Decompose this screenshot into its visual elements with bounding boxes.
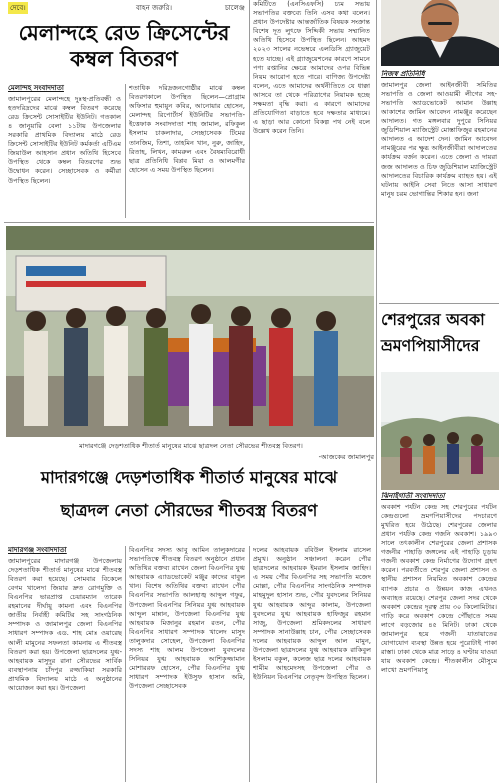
blanket-column-divider <box>125 84 126 218</box>
portrait-illustration <box>381 0 499 66</box>
blanket-col1-text: জামালপুরের মেলান্দহে দুঃস্থ-প্রতিবন্ধী ও হতদরিদ্রদের মাঝে কম্বল বিতরণ করেছে রেড ক্রিসেন্ট সোসাইটির ইউনিট। গতকাল ৪ জানুয়ারি বেলা ১১টায় উপজেলার সরকারি প্রাথমিক বিদ্যালয় মাঠে রেড ক্রিসেন্ট সোসাইটির ইউনিট কর্মকর্তা এটিএম জিয়াউল আহসান প্রধান অতিথি হিসেবে উপস্থিত থেকে কম্বল বিতরণের শুভ উদ্বোধন করেন। সেচ্ছাসেবক ও কর্মীরা উপস্থিত ছিলেন। <box>8 94 121 185</box>
photo-credit-text: -আজকের জামালপুর <box>318 453 374 461</box>
blanket-headline-line1: মেলান্দহে রেড ক্রিসেন্টের <box>18 21 230 45</box>
right-top-bottom-rule <box>379 303 499 304</box>
winter-col2 <box>129 546 245 782</box>
tourism-text: অবকাশ পর্যটন কেন্দ্র সহ শেরপুরের পর্যটন কেন্দ্রগুলো ভ্রমণপিয়াসীদের পদচারণে মুখরিত হয়ে উঠেছে। শেরপুরের জেলার প্রধান পর্যটক কেন্দ্র গজনি অবকাশ। ১৯৯৩ সালে তৎকালীন শেরপুরের জেলা প্রশাসক গজনীর পাহাড়ি জঙ্গলের এই পাহাড়ি চূড়ায় গজনী অবকাশ কেন্দ্র নির্মাণের উদ্যোগ গ্রহণ করেন। পরবর্তীতে শেরপুর জেলা প্রশাসন ও স্থানীয় প্রশাসন নিয়মিত অবকাশ কেন্দ্রের ব্যাপক প্রচার ও উন্নয়ন কাজ এখনও অব্যাহত রয়েছে। শেরপুর জেলা সদর থেকে অবকাশ কেন্দ্রের দূরত্ব প্রায় ৩০ কিলোমিটার। গাড়ি করে অবকাশ কেন্দ্রে পৌঁছাতে সময় লাগে বড়জোর ৪৫ মিনিট। ঢাকা থেকে জামালপুর হয়ে গজনী যাতায়াতের যোগাযোগ ব্যবস্থা উন্নত হয়ে পুরোটাই পাকা রাস্তা। ঢাকা থেকে মাত্র সাড়ে ৪ ঘণ্টায় যাওয়া যায় অবকাশ কেন্দ্রে। শীতকালীন মৌসুমে লাখো ভ্রমণপিয়াসু <box>381 502 497 675</box>
tourism-story <box>381 492 497 782</box>
portrait-photo <box>381 0 499 66</box>
fragment-col1: দেবে। <box>10 4 26 12</box>
winter-col1-text: জামালপুরের মাদারগঞ্জ উপজেলায় দেড়শতাধিক শীতার্ত মানুষের মাঝে শীতবস্ত্র বিতরণ করা হয়েছে। সোমবার বিকেলে বেগম খালেদা জিয়ার দ্রুত রোগমুক্তি ও বিএনপির ভারপ্রাপ্ত চেয়ারম্যান তারেক রহমানের দীর্ঘায়ু কামনা এবং বিএনপির জাতীয় নির্বাহী কমিটির সহ সাংগঠনিক সম্পাদক ও জামালপুর জেলা বিএনপির সাধারণ সম্পাদক এড. শাহ মোঃ ওয়ারেছ আলী মামুনের সফলতা কামনায় এ শীতবস্ত্র বিতরণ করা হয়। উপজেলা ছাত্রদলের যুগ্ম-আহবায়ক মাসুদুর রানা সৌরভের সার্বিক ব্যবস্থাপনায় চাঁদপুর রজ্জাকিয়া সরকারি প্রাথমিক বিদ্যালয় মাঠে এ অনুষ্ঠানের আয়োজন করা হয়। উপজেলা <box>8 556 122 692</box>
fragment-col2b: চালেঞ্জ <box>225 4 245 12</box>
tourism-photo <box>381 372 499 490</box>
photo-caption <box>8 440 374 450</box>
photo-credit <box>8 451 374 461</box>
tourism-headline-line2: ভ্রমণপিয়াসীদের <box>381 336 480 355</box>
blanket-byline: মেলান্দহ সংবাদদাতা <box>8 84 64 92</box>
tourism-illustration <box>381 372 499 490</box>
blanket-col1 <box>8 84 121 219</box>
winter-col3-text: দলের আহবায়ক রবিউল ইসলাম রাসেল প্রমুখ। অনুষ্ঠান সঞ্চালনা করেন পৌর ছাত্রদলের আহবায়ক ইমরান ইসলাম জাহিদ। এ সময় পৌর বিএনপির সহ সভাপতি মজেদ মোল্লা, পৌর বিএনপির সাংগঠনিক সম্পাদক মাহমুদুল হাসান শুভ, পৌর যুবদলের সিনিয়র যুগ্ম আহবায়ক আব্দুর কালাম, উপজেলা যুবদলের যুগ্ম আহবায়ক হাফিজুর রহমান সাজু, উপজেলা শ্রমিকদলের সাধারণ সম্পাদক সানাউল্লাহ চান, পৌর সেচ্ছাসেবক দলের আহবায়ক আব্দুল আল মামুন, উপজেলা ছাত্রদলের যুগ্ম আহবায়ক রাকিবুল ইসলাম বকুল, কলেজ ছাত্র দলের আহবায়ক শামীম আহমেদসহ উপজেলা পৌর ও ইউনিয়ন বিএনপির নেতৃবৃন্দ উপস্থিত ছিলেন। <box>253 546 371 682</box>
blanket-headline <box>4 20 244 73</box>
col3-text: কমিটিতে (এনসিএফসি) চ্যম সভায় সভাপতির বক্তব্যে তিনি এসব কথা বলেন। প্রধান উপদেষ্টার আন্তর্জাতিক বিষয়ক সংক্রান্ত বিশেষ দূত লুৎফে সিদ্দিকী সভায় সম্মানিত অতিথি হিসেবে উপস্থিত ছিলেন। আহমদ ২০২৩ সালের নভেম্বরে এলডিসি গ্র্যাজুয়েট হতে যাচ্ছে। এই গ্র্যাজুয়েশনের কারণে সামনে পণ্য রপ্তানির ক্ষেত্রে আমাদের ওপর বিভিন্ন নিয়ম আরোপ হতে পারে। বাণিজ্য উপদেষ্টা বলেন, এতে আমাদের অর্থনীতিতে যে ধাক্কা আসবে তা থেকে পরিত্রাণের নিয়ামক হচ্ছে সক্ষমতা বৃদ্ধি করা। এ কারণে আমাদের প্রতিযোগিতা বাড়াতে হবে দক্ষতার মাধ্যমে। এ ছাড়া আর কোনো বিকল্প পথ নেই বলে উল্লেখ করেন তিনি। <box>253 0 370 136</box>
winter-col2-text: বিএনপির সদস্য আবু আমিন তালুকদারের সভাপতিত্বে শীতবস্ত্র বিতরণ অনুষ্ঠানে প্রধান অতিথির বক্তব্য রাখেন জেলা বিএনপির যুগ্ম আহবায়ক এ্যাডভোকেট মঞ্জুর কাদের বাবুল খান। বিশেষ অতিথির বক্তব্য রাখেন পৌর বিএনপির সভাপতি আলহাজ্ব আব্দুল গফুর, উপজেলা বিএনপির সিনিয়র যুগ্ম আহবায়ক আব্দুল মান্নান, উপজেলা বিএনপির যুগ্ম আহবায়ক মিজানুর রহমান রতন, পৌর বিএনপির সাধারণ সম্পাদক খালেদ মাসুদ তালুকদার সোহেল, উপজেলা বিএনপির সদস্য শাহ আলম উপজেলা যুবদলের সিনিয়র যুগ্ম আহবায়ক আশিকুজ্জামান মোশাররফ হোসেন, পৌর বিএনপির যুগ্ম সাধারণ সম্পাদক ইউসুফ হাসান অমি, উপজেলা সেচ্ছাসেবক <box>129 546 245 691</box>
fragment-col2: বাহন জরুরি। <box>136 4 172 12</box>
blanket-col2-text: শতাধিক দরিদ্রজনগোষ্ঠীর মাঝে কম্বল বিতরণকালে উপস্থিত ছিলেন—প্রোগ্রাম অফিসার হুমায়ুন কবির, আনোয়ার হোসেন, মেলান্দহ রিপোর্টার্স ইউনিটির সভাপতি-ইত্তেফাক সংবাদদাতা শাহ জামাল, রফিকুল ইসলাম চাকলাদার, সেচ্ছাসেবক টিমের তানজিম, তিশা, তাহমিন খান, নুরু, জাহিদ, রিতাহ, লিখন, কামরুল এবং বৈষম্যবিরোধী ছাত্র প্রতিনিধি বিপ্লব মিয়া ও আলমগীর হোসেন এ সময় উপস্থিত ছিলেন। <box>129 84 245 174</box>
photo-caption-text: মাদারগঞ্জে দেড়শতাধিক শীতার্ত মানুষের মাঝে ছাত্রদল নেতা সৌরভের শীতবস্ত্র বিতরণ। <box>79 442 303 450</box>
winter-headline <box>4 468 374 521</box>
tourism-headline-line1: শেরপুরের অবকা <box>381 310 485 329</box>
winter-divider-1 <box>125 546 126 782</box>
right-top-story <box>381 70 497 302</box>
distribution-photo <box>6 226 374 437</box>
right-column-divider <box>376 0 377 783</box>
photo-top-rule <box>4 222 374 223</box>
winter-headline-line2: ছাত্রদল নেতা সৌরভের শীতবস্ত্র বিতরণ <box>60 500 318 520</box>
right-top-text: জামালপুর জেলা আইনজীবী সমিতির সভাপতি ও জেলা আওয়ামী লীগের সহ-সভাপতি অ্যাডভোকেট আমান উল্লাহ আকাশের জামিন আবেদন নামঞ্জুর করেছেন আদালত। গত মঙ্গলবার দুপুরে সিনিয়র জুডিশিয়াল ম্যাজিস্ট্রেট মোস্তাফিজুর রহমানের আদালত এ আদেশ দেন। জামিন আবেদন নামঞ্জুরের পর ক্ষুব্ধ আইনজীবীরা আদালতের কার্যক্রম বর্জন করেন। এতে জেলা ও দায়রা জজ আদালত ও চিফ জুডিশিয়াল ম্যাজিস্ট্রেট আদালতের বিচারিক কার্যক্রম ব্যাহত হয়। এই ঘটনায় আইনি সেবা নিতে আসা সাধারণ মানুষ চরম ভোগান্তির শিকার হন। জনা <box>381 80 497 198</box>
blanket-col2 <box>129 84 245 219</box>
distribution-illustration <box>6 226 374 437</box>
winter-headline-line1: মাদারগঞ্জে দেড়শতাধিক শীতার্ত মানুষের মাঝে <box>40 468 338 487</box>
winter-col1 <box>8 546 122 782</box>
winter-byline: মাদারগঞ্জ সংবাদদাতা <box>8 546 67 554</box>
blanket-headline-line2: কম্বল বিতরণ <box>70 47 178 72</box>
right-top-byline: নিজস্ব প্রতিনিধি <box>381 70 425 78</box>
winter-divider-2 <box>249 546 250 782</box>
tourism-byline: ঝিনাইগাতী সংবাদদাতা <box>381 492 445 500</box>
winter-col3 <box>253 546 371 782</box>
col3-divider <box>249 0 250 220</box>
tourism-headline <box>381 310 499 356</box>
continued-story-col3 <box>253 0 370 220</box>
